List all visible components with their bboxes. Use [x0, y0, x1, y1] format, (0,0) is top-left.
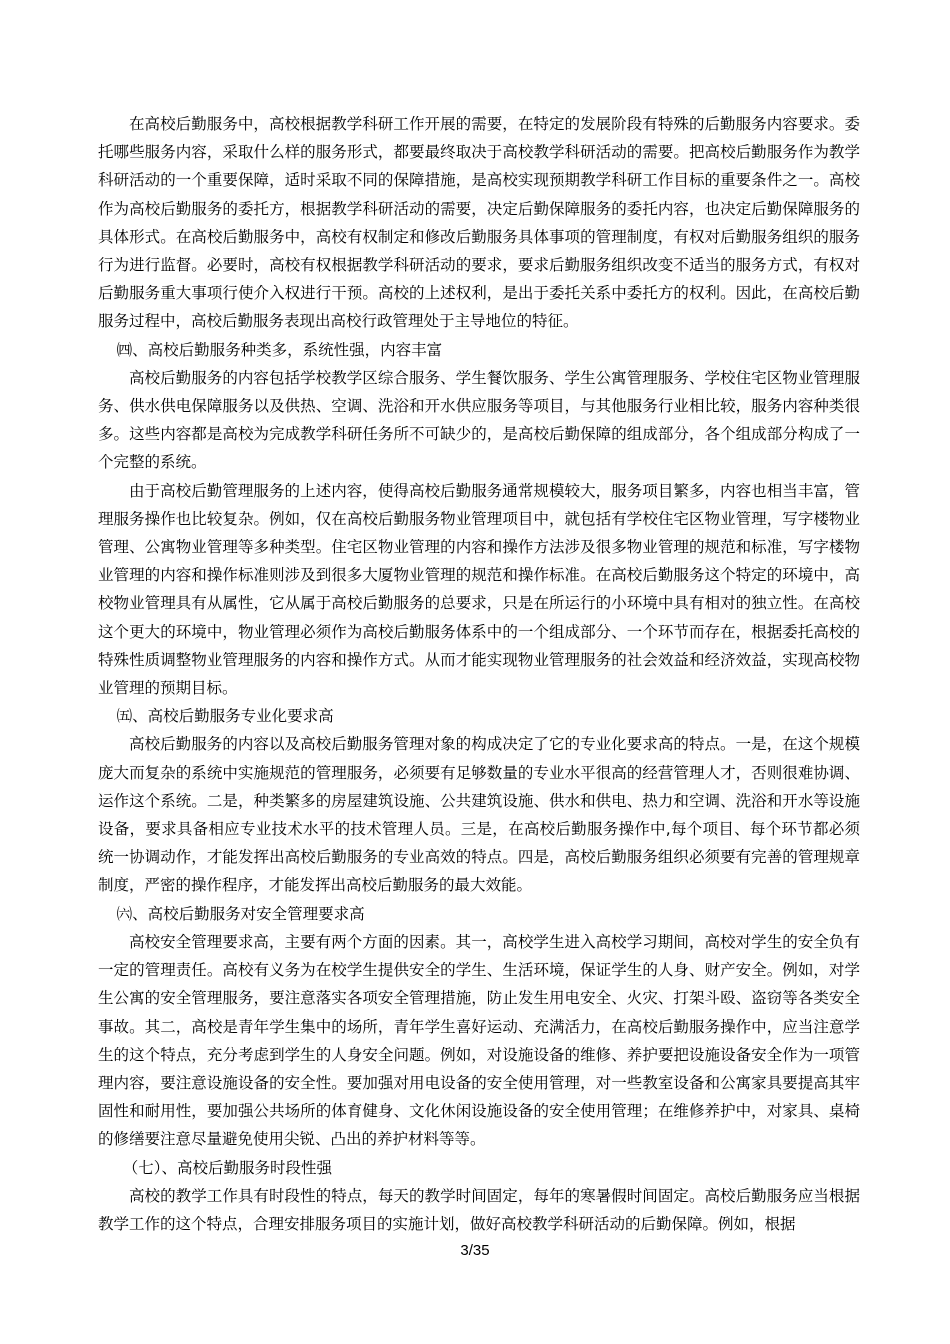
paragraph-safety-management: 高校安全管理要求高，主要有两个方面的因素。其一，高校学生进入高校学习期间，高校对学生的安全负有一定的管理责任。高校有义务为在校学生提供安全的学生、生活环境，保证学生的人身、财产安全。例如，对学生公寓的安全管理服务，要注意落实各项安全管理措施，防止发生用电安全、火灾、打架斗殴、盗窃等各类安全事故。其二，高校是青年学生集中的场所，青年学生喜好运动、充满活力，在高校后勤服务操作中，应当注意学生的这个特点，充分考虑到学生的人身安全问题。例如，对设施设备的维修、养护要把设施设备安全作为一项管理内容，要注意设施设备的安全性。要加强对用电设备的安全使用管理，对一些教室设备和公寓家具要提高其牢固性和耐用性，要加强公共场所的体育健身、文化休闲设施设备的安全使用管理；在维修养护中，对家具、桌椅的修缮要注意尽量避免使用尖锐、凸出的养护材料等等。	[98, 932, 860, 1149]
section-heading-6: ㈥、高校后勤服务对安全管理要求高	[116, 904, 365, 923]
section-heading-7: （七）、高校后勤服务时段性强	[122, 1158, 333, 1177]
page-number: 3/35	[460, 1242, 490, 1259]
paragraph-property-management: 由于高校后勤管理服务的上述内容，使得高校后勤服务通常规模较大，服务项目繁多，内容也相当丰富，管理服务操作也比较复杂。例如，仅在高校后勤服务物业管理项目中，就包括有学校住宅区物业管理，写字楼物业管理、公寓物业管理等多种类型。住宅区物业管理的内容和操作方法涉及很多物业管理的规范和标准，写字楼物业管理的内容和操作标准则涉及到很多大厦物业管理的规范和操作标准。在高校后勤服务这个特定的环境中，高校物业管理具有从属性，它从属于高校后勤服务的总要求，只是在所运行的小环境中具有相对的独立性。在高校这个更大的环境中，物业管理必须作为高校后勤服务体系中的一个组成部分、一个环节而存在，根据委托高校的特殊性质调整物业管理服务的内容和操作方式。从而才能实现物业管理服务的社会效益和经济效益，实现高校物业管理的预期目标。	[98, 481, 860, 698]
paragraph-delegation-rights: 在高校后勤服务中，高校根据教学科研工作开展的需要，在特定的发展阶段有特殊的后勤服务内容要求。委托哪些服务内容，采取什么样的服务形式，都要最终取决于高校教学科研活动的需要。把高校后勤服务作为教学科研活动的一个重要保障，适时采取不同的保障措施，是高校实现预期教学科研工作目标的重要条件之一。高校作为高校后勤服务的委托方，根据教学科研活动的需要，决定后勤保障服务的委托内容，也决定后勤保障服务的具体形式。在高校后勤服务中，高校有权制定和修改后勤服务具体事项的管理制度，有权对后勤服务组织的服务行为进行监督。必要时，高校有权根据教学科研活动的要求，要求后勤服务组织改变不适当的服务方式，有权对后勤服务重大事项行使介入权进行干预。高校的上述权利，是出于委托关系中委托方的权利。因此，在高校后勤服务过程中，高校后勤服务表现出高校行政管理处于主导地位的特征。	[98, 115, 860, 331]
paragraph-time-periods: 高校的教学工作具有时段性的特点，每天的教学时间固定，每年的寒暑假时间固定。高校后勤服务应当根据教学工作的这个特点，合理安排服务项目的实施计划，做好高校教学科研活动的后勤保障。例如，根据	[98, 1186, 860, 1233]
section-heading-4: ㈣、高校后勤服务种类多，系统性强，内容丰富	[116, 340, 443, 359]
document-body	[98, 110, 860, 1238]
paragraph-specialization: 高校后勤服务的内容以及高校后勤服务管理对象的构成决定了它的专业化要求高的特点。一是，在这个规模庞大而复杂的系统中实施规范的管理服务，必须要有足够数量的专业水平很高的经营管理人才，否则很难协调、运作这个系统。二是，种类繁多的房屋建筑设施、公共建筑设施、供水和供电、热力和空调、洗浴和开水等设施设备，要求具备相应专业技术水平的技术管理人员。三是，在高校后勤服务操作中,每个项目、每个环节都必须统一协调动作，才能发挥出高校后勤服务的专业高效的特点。四是，高校后勤服务组织必须要有完善的管理规章制度，严密的操作程序，才能发挥出高校后勤服务的最大效能。	[98, 735, 860, 895]
paragraph-service-types: 高校后勤服务的内容包括学校教学区综合服务、学生餐饮服务、学生公寓管理服务、学校住宅区物业管理服务、供水供电保障服务以及供热、空调、洗浴和开水供应服务等项目，与其他服务行业相比较，服务内容种类很多。这些内容都是高校为完成教学科研任务所不可缺少的，是高校后勤保障的组成部分，各个组成部分构成了一个完整的系统。	[98, 368, 860, 472]
section-heading-5: ㈤、高校后勤服务专业化要求高	[116, 707, 334, 726]
